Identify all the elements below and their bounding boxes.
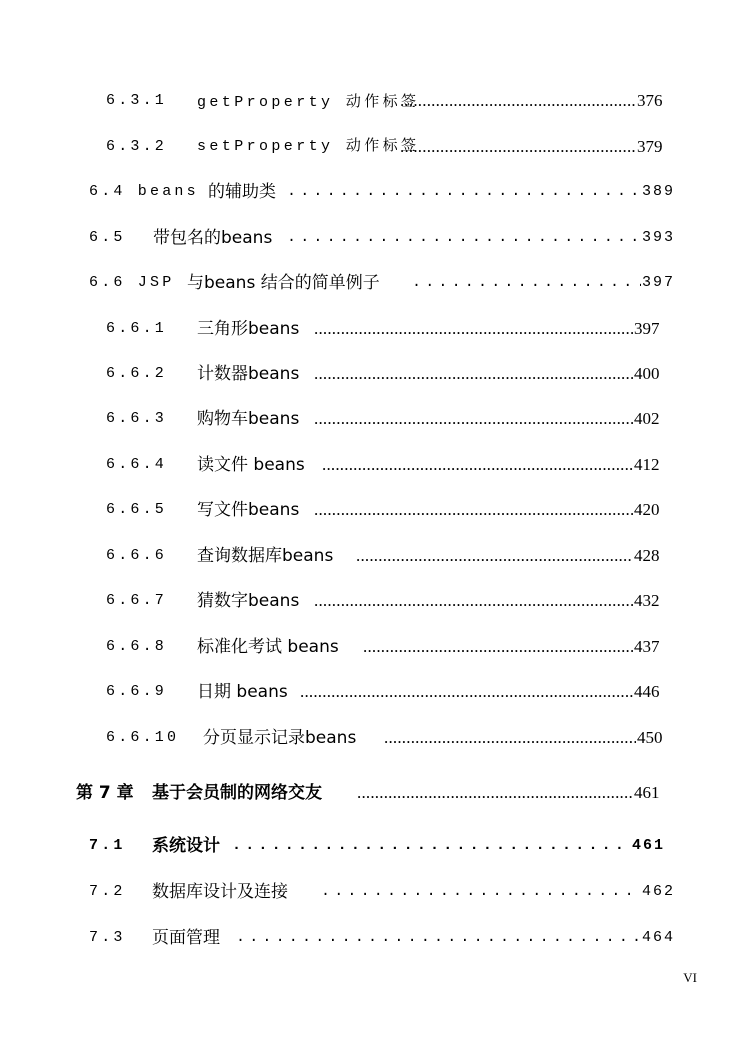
toc-entry-7-2[interactable]: [0, 877, 753, 907]
entry-page: 420: [634, 500, 660, 519]
entry-number: 6.6.10: [106, 729, 180, 746]
entry-title: 购物车beans: [197, 409, 300, 429]
chapter-title: 基于会员制的网络交友: [152, 783, 322, 803]
leader-dots: [412, 268, 641, 298]
leader-dots: [232, 831, 631, 861]
entry-number: 6.3.2: [106, 138, 168, 155]
toc-entry-6-6-9[interactable]: [0, 677, 753, 707]
entry-page: 397: [634, 319, 660, 338]
entry-number: 6.6.3: [106, 410, 168, 427]
entry-page: 412: [634, 455, 660, 474]
toc-entry-6-6[interactable]: [0, 268, 753, 298]
leader-dots: [314, 359, 633, 389]
toc-entry-6-6-10[interactable]: [0, 723, 753, 753]
entry-title: 三角形beans: [197, 319, 300, 339]
entry-title: 与beans 结合的简单例子: [187, 273, 380, 293]
entry-page: 462: [642, 883, 676, 900]
entry-page: 397: [642, 274, 676, 291]
entry-title: 日期 beans: [197, 682, 288, 702]
toc-entry-6-6-4[interactable]: [0, 450, 753, 480]
toc-entry-6-6-1[interactable]: [0, 314, 753, 344]
entry-page: 400: [634, 364, 660, 383]
entry-number: 6.6.6: [106, 547, 168, 564]
entry-title: 计数器beans: [197, 364, 300, 384]
leader-dots: [400, 132, 636, 162]
leader-dots: [314, 314, 633, 344]
leader-dots: [357, 778, 633, 808]
entry-title: 猜数字beans: [197, 591, 300, 611]
toc-entry-7-1[interactable]: [0, 831, 753, 861]
toc-entry-6-6-5[interactable]: [0, 495, 753, 525]
entry-number: 6.6.2: [106, 365, 168, 382]
toc-entry-6-6-8[interactable]: [0, 632, 753, 662]
entry-page: 432: [634, 591, 660, 610]
entry-page: 450: [637, 728, 663, 747]
entry-number: 6.4 beans: [89, 183, 199, 200]
leader-dots: [236, 923, 641, 953]
entry-title: 标准化考试 beans: [197, 637, 339, 657]
leader-dots: [314, 495, 633, 525]
leader-dots: [322, 450, 633, 480]
toc-entry-6-6-2[interactable]: [0, 359, 753, 389]
toc-entry-6-3-1[interactable]: [0, 86, 753, 116]
entry-title: 系统设计: [152, 836, 220, 856]
entry-title: 分页显示记录beans: [203, 728, 357, 748]
entry-title: 带包名的beans: [153, 228, 273, 248]
entry-title: 页面管理: [152, 928, 220, 948]
toc-entry-6-5[interactable]: [0, 223, 753, 253]
entry-title: [197, 86, 419, 118]
entry-page: 428: [634, 546, 660, 565]
toc-entry-6-6-3[interactable]: [0, 404, 753, 434]
entry-page: 437: [634, 637, 660, 656]
toc-entry-6-6-6[interactable]: [0, 541, 753, 571]
entry-number: 6.6.5: [106, 501, 168, 518]
toc-entry-6-3-2[interactable]: [0, 132, 753, 162]
entry-number: 7.1: [89, 837, 126, 854]
leader-dots: [400, 86, 636, 116]
toc-entry-6-4[interactable]: [0, 177, 753, 207]
entry-page: 461: [634, 783, 660, 802]
page-number-footer: VI: [683, 970, 697, 985]
entry-number: 6.6.1: [106, 320, 168, 337]
entry-number: 6.6.4: [106, 456, 168, 473]
leader-dots: [356, 541, 633, 571]
leader-dots: [321, 877, 641, 907]
entry-page: 461: [632, 837, 666, 854]
entry-title-text: getProperty 动作标签: [197, 94, 420, 111]
entry-number: 6.6.9: [106, 683, 168, 700]
entry-page: 402: [634, 409, 660, 428]
entry-number: 6.6 JSP: [89, 274, 175, 291]
leader-dots: [384, 723, 636, 753]
entry-title: 数据库设计及连接: [152, 882, 288, 902]
leader-dots: [363, 632, 633, 662]
leader-dots: [287, 177, 641, 207]
entry-title: 的辅助类: [208, 182, 276, 202]
entry-number: 6.3.1: [106, 92, 168, 109]
entry-number: 7.2: [89, 883, 126, 900]
entry-title: 查询数据库beans: [197, 546, 334, 566]
entry-number: 7.3: [89, 929, 126, 946]
chapter-number: 第 7 章: [76, 783, 134, 803]
leader-dots: [300, 677, 633, 707]
entry-title: 读文件 beans: [197, 455, 305, 475]
entry-number: 6.6.7: [106, 592, 168, 609]
entry-page: 446: [634, 682, 660, 701]
leader-dots: [314, 404, 633, 434]
toc-chapter-7[interactable]: [0, 778, 753, 808]
entry-page: 393: [642, 229, 676, 246]
leader-dots: [287, 223, 641, 253]
entry-number: 6.5: [89, 229, 126, 246]
entry-page: 464: [642, 929, 676, 946]
entry-page: 376: [637, 91, 663, 110]
entry-title: 写文件beans: [197, 500, 300, 520]
entry-number: 6.6.8: [106, 638, 168, 655]
entry-page: 379: [637, 137, 663, 156]
entry-page: 389: [642, 183, 676, 200]
toc-entry-7-3[interactable]: [0, 923, 753, 953]
leader-dots: [314, 586, 633, 616]
entry-title: setProperty 动作标签: [197, 138, 420, 155]
toc-entry-6-6-7[interactable]: [0, 586, 753, 616]
